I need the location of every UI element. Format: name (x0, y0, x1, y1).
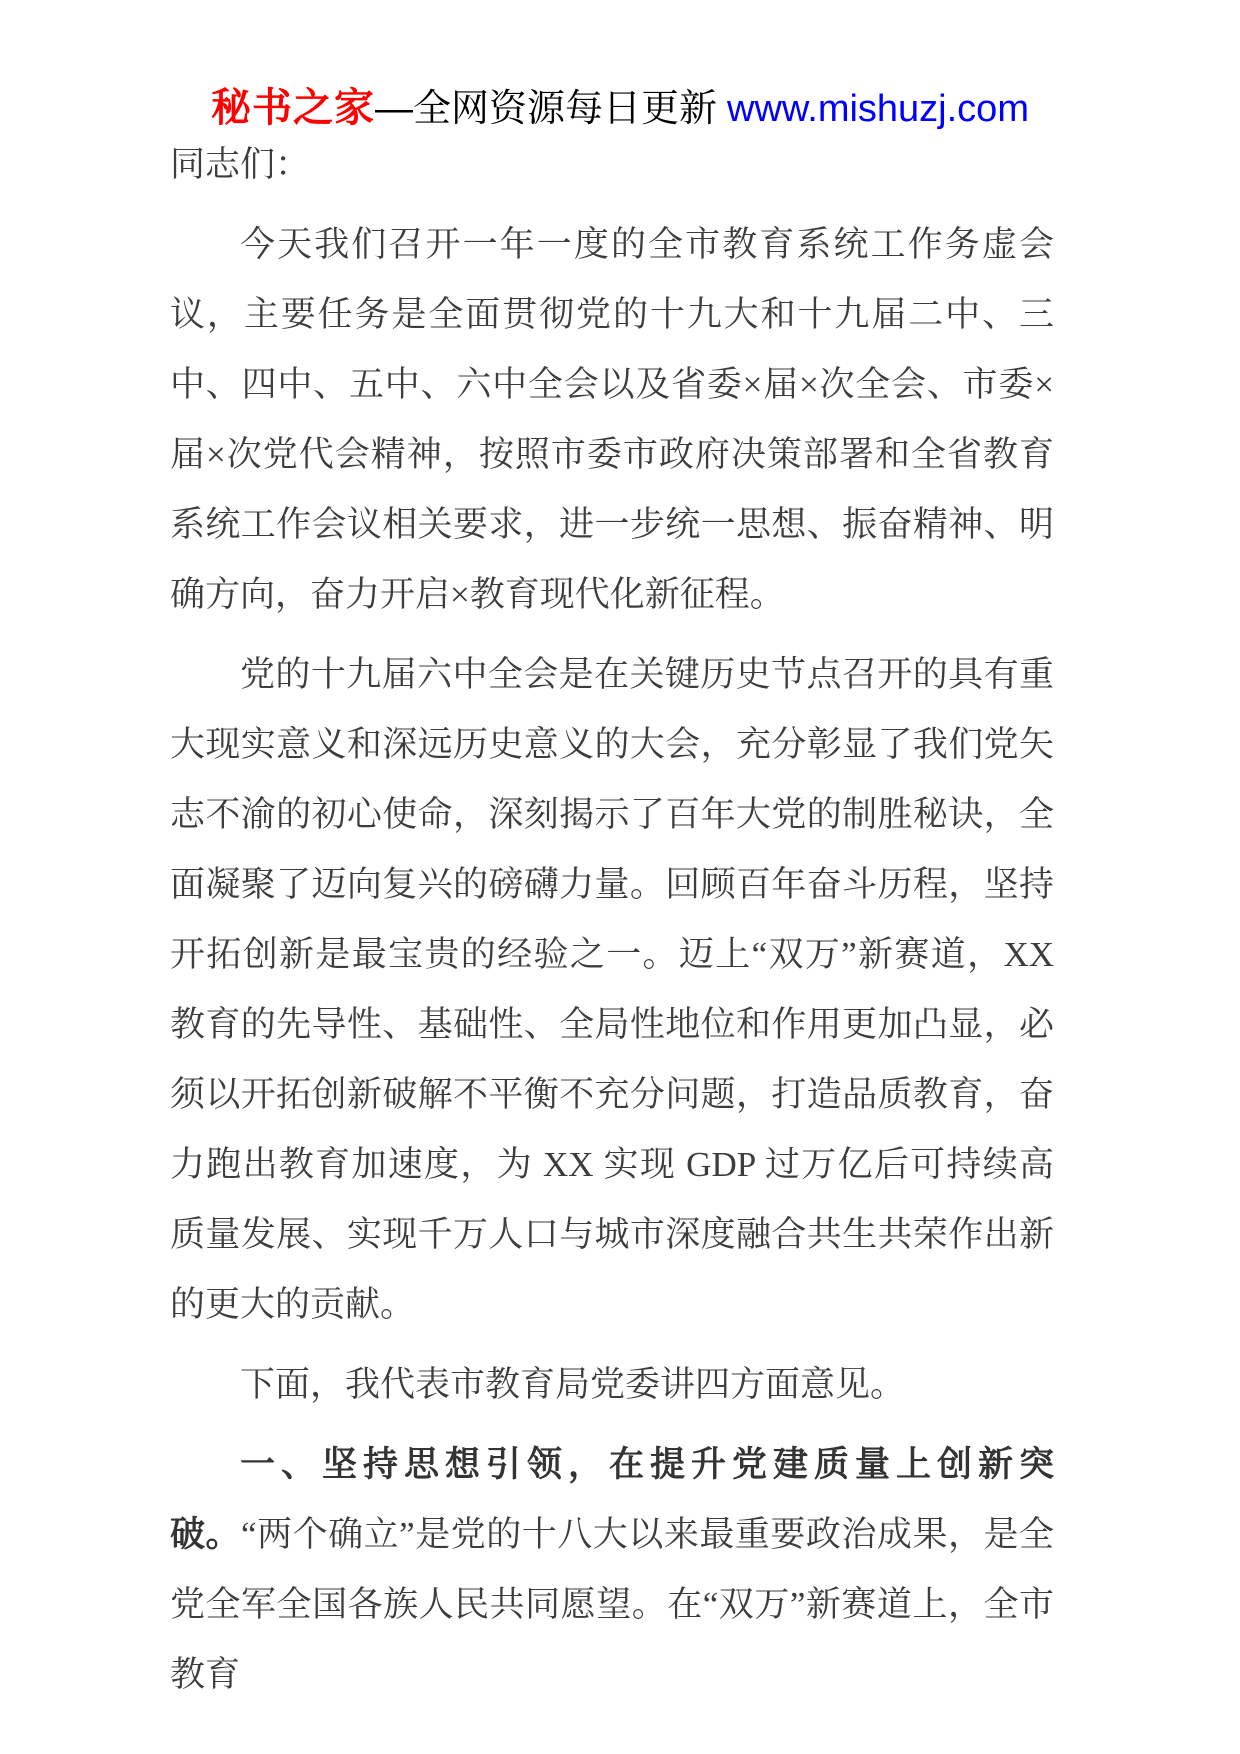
site-tagline: —全网资源每日更新 (375, 88, 718, 130)
site-watermark-header (0, 84, 1240, 133)
site-brand: 秘书之家 (211, 86, 376, 130)
paragraph-meeting-purpose: 今天我们召开一年一度的全市教育系统工作务虚会议，主要任务是全面贯彻党的十九大和十九届二中、三中、四中、五中、六中全会以及省委×届×次全会、市委×届×次党代会精神，按照市委市政府决策部署和全省教育系统工作会议相关要求，进一步统一思想、振奋精神、明确方向，奋力开启×教育现代化新征程。 (170, 225, 1054, 614)
site-url: www.mishuzj.com (727, 88, 1029, 130)
paragraph-section-one: 一、坚持思想引领，在提升党建质量上创新突破。“两个确立”是党的十八大以来最重要政治成果，是全党全军全国各族人民共同愿望。在“双万”新赛道上，全市教育 (170, 1445, 1054, 1694)
document-body (170, 130, 1054, 1720)
paragraph-transition: 下面，我代表市教育局党委讲四方面意见。 (240, 1365, 906, 1404)
section-heading: 一、坚持思想引领，在提升党建质量上创新突破。 (170, 1445, 1054, 1554)
salutation: 同志们： (170, 145, 311, 184)
paragraph-plenary-significance: 党的十九届六中全会是在关键历史节点召开的具有重大现实意义和深远历史意义的大会，充分彰显了我们党矢志不渝的初心使命，深刻揭示了百年大党的制胜秘诀，全面凝聚了迈向复兴的磅礴力量。回顾百年奋斗历程，坚持开拓创新是最宝贵的经验之一。迈上“双万”新赛道，XX 教育的先导性、基础性、全局性地位和作用更加凸显，必须以开拓创新破解不平衡不充分问题，打造品质教育，奋力跑出教育加速度，为 XX 实现 GDP 过万亿后可持续高质量发展、实现千万人口与城市深度融合共生共荣作出新的更大的贡献。 (170, 655, 1054, 1324)
